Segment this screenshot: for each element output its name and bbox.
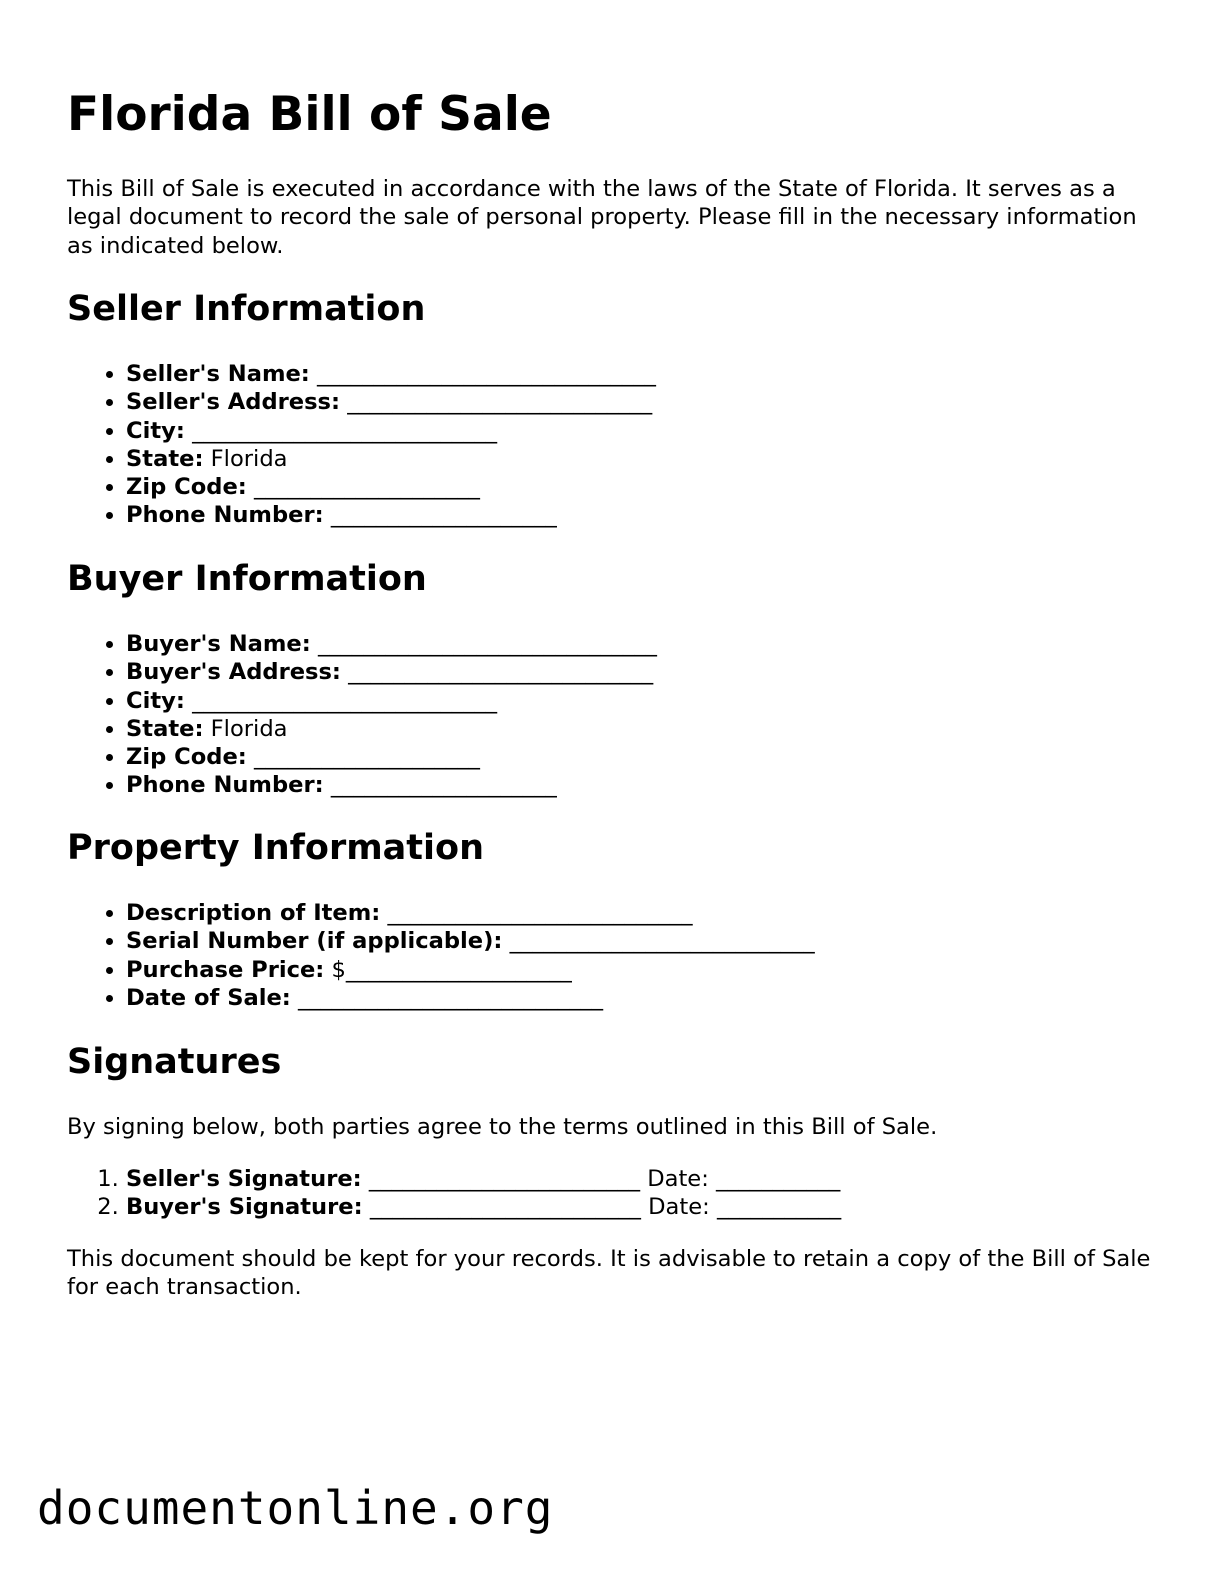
property-date-blank[interactable]: ___________________________ [298,984,604,1011]
buyer-city-blank[interactable]: ___________________________ [192,687,498,714]
buyer-signature-date-label: Date: [648,1194,710,1221]
signatures-section-heading: Signatures [67,1042,282,1082]
property-serial-blank[interactable]: ___________________________ [509,928,815,955]
buyer-signature-item [126,1193,841,1221]
seller-signature-item [126,1165,841,1193]
seller-signature-date-blank[interactable]: ___________ [716,1166,841,1192]
property-price-blank[interactable]: $____________________ [331,956,572,983]
buyer-phone-item [126,771,657,799]
property-serial-item [126,927,815,955]
seller-city-label: City: [126,417,185,444]
buyer-signature-date-blank[interactable]: ___________ [716,1194,842,1221]
seller-fields-list [67,360,656,530]
seller-city-blank[interactable]: ___________________________ [192,417,498,444]
property-description-label: Description of Item: [126,900,381,926]
property-date-label: Date of Sale: [126,984,291,1011]
seller-state-label: State: [126,445,204,472]
seller-address-label: Seller's Address: [126,389,341,416]
seller-address-item [126,388,656,416]
buyer-city-label: City: [126,687,185,714]
intro-paragraph: This Bill of Sale is executed in accordance with the laws of the State of Florida. It serves as a legal document to record the sale of personal property. Please fill in the necessary information as indicated below. [67,176,1137,259]
seller-zip-blank[interactable]: ____________________ [254,474,480,501]
seller-section-heading: Seller Information [67,289,426,329]
signatures-agreement: By signing below, both parties agree to the terms outlined in this Bill of Sale. [67,1114,938,1140]
site-watermark: documentonline.org [37,1481,554,1535]
property-section-heading: Property Information [67,828,484,868]
buyer-phone-label: Phone Number: [126,772,324,799]
property-description-blank[interactable]: ___________________________ [387,900,693,926]
property-price-label: Purchase Price: [126,956,325,983]
property-description-item [126,899,815,927]
seller-name-label: Seller's Name: [126,361,310,387]
property-fields-list [67,899,815,1012]
buyer-zip-blank[interactable]: ____________________ [254,744,480,771]
buyer-city-item [126,687,657,715]
seller-zip-item [126,473,656,501]
seller-zip-label: Zip Code: [126,474,247,501]
buyer-address-item [126,658,657,686]
buyer-phone-blank[interactable]: ____________________ [330,772,557,799]
seller-signature-blank[interactable]: ________________________ [368,1166,641,1192]
seller-city-item [126,417,656,445]
buyer-state-item [126,715,657,743]
seller-address-blank[interactable]: ___________________________ [347,389,653,416]
buyer-address-blank[interactable]: ___________________________ [348,659,654,686]
buyer-state-value: Florida [210,715,288,742]
seller-signature-date-label: Date: [647,1166,709,1192]
property-date-item [126,984,815,1012]
footer-note: This document should be kept for your records. It is advisable to retain a copy of the Bill of Sale for each transaction. [67,1246,1151,1301]
buyer-name-item [126,630,657,658]
seller-state-item [126,445,656,473]
seller-phone-blank[interactable]: ____________________ [330,502,557,529]
document-title: Florida Bill of Sale [67,87,552,142]
buyer-name-label: Buyer's Name: [126,631,311,657]
buyer-fields-list [67,630,657,800]
buyer-signature-blank[interactable]: ________________________ [369,1194,641,1221]
property-serial-label: Serial Number (if applicable): [126,928,503,955]
seller-name-blank[interactable]: ______________________________ [317,361,656,387]
seller-name-item [126,360,656,388]
buyer-state-label: State: [126,715,204,742]
buyer-name-blank[interactable]: ______________________________ [317,631,657,657]
buyer-signature-label: Buyer's Signature: [126,1194,363,1221]
seller-phone-label: Phone Number: [126,502,324,529]
seller-phone-item [126,501,656,529]
buyer-zip-item [126,743,657,771]
property-price-item [126,956,815,984]
seller-signature-label: Seller's Signature: [126,1166,362,1192]
signatures-list [67,1165,841,1222]
buyer-address-label: Buyer's Address: [126,659,341,686]
buyer-section-heading: Buyer Information [67,559,427,599]
seller-state-value: Florida [210,445,288,472]
buyer-zip-label: Zip Code: [126,744,247,771]
